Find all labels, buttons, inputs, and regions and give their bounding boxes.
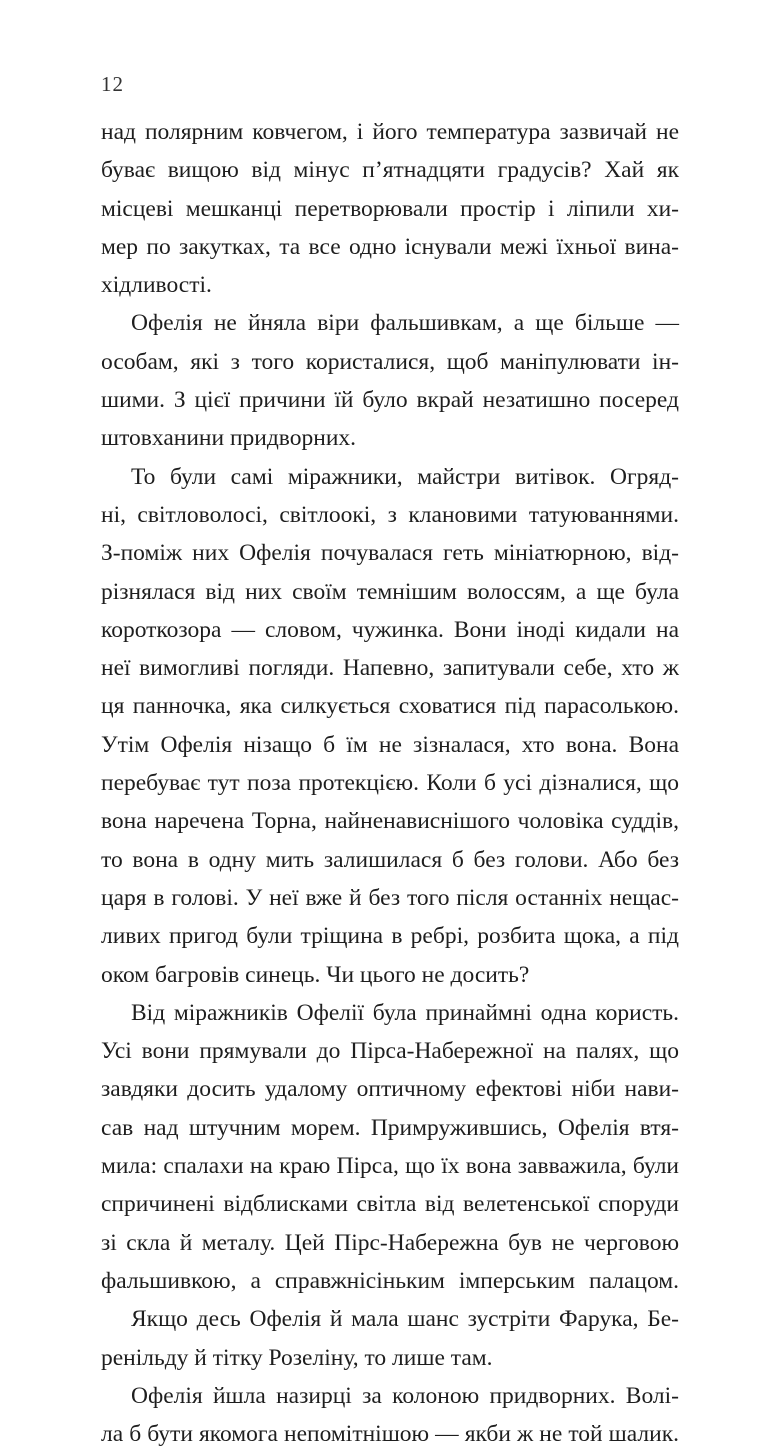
text-line: короткозора — словом, чужинка. Вони іноді кидали на: [101, 616, 679, 643]
text-line: царя в голові. У неї вже й без того після останніх нещас-: [101, 884, 679, 911]
paragraph-first-line: Якщо десь Офелія й мала шанс зустріти Фарука, Бе-: [131, 1306, 679, 1333]
text-line: сав над штучним морем. Примружившись, Офелія втя-: [101, 1114, 679, 1141]
text-line: мила: спалахи на краю Пірса, що їх вона завважила, були: [101, 1153, 679, 1180]
paragraph-first-line: То були самі міражники, майстри витівок. Огряд-: [131, 463, 679, 490]
text-line: хідливості.: [101, 272, 212, 299]
text-line: вона наречена Торна, найненависнішого чоловіка суддів,: [101, 808, 679, 835]
text-line: З-поміж них Офелія почувалася геть мініатюрною, від-: [101, 540, 679, 567]
text-line: над полярним ковчегом, і його температура зазвичай не: [101, 119, 679, 145]
text-line: штовханини придворних.: [101, 425, 357, 452]
paragraph-first-line: Офелія не йняла віри фальшивкам, а ще більше —: [131, 310, 679, 337]
text-line: завдяки досить удалому оптичному ефектові ніби нави-: [101, 1076, 679, 1103]
text-line: ренільду й тітку Розеліну, то лише там.: [101, 1344, 493, 1371]
text-line: зі скла й металу. Цей Пірс-Набережна був не черговою: [101, 1229, 679, 1256]
text-line: Усі вони прямували до Пірса-Набережної на палях, що: [101, 1038, 679, 1065]
text-line: буває вищою від мінус п’ятнадцяти градусів? Хай як: [101, 157, 679, 184]
text-line: ла б бути якомога непомітнішою — якби ж не той шалик.: [101, 1421, 679, 1448]
text-line: мер по закутках, та все одно існували межі їхньої вина-: [101, 233, 679, 260]
paragraph-first-line: Від міражників Офелії була принаймні одна користь.: [131, 999, 679, 1026]
body-text: [101, 113, 679, 1453]
text-line: оком багровів синець. Чи цього не досить?: [101, 961, 530, 988]
paragraph-first-line: Офелія йшла назирці за колоною придворних. Волі-: [131, 1382, 679, 1409]
text-line: ливих пригод були тріщина в ребрі, розбита щока, а під: [101, 923, 679, 950]
text-line: ні, світловолосі, світлоокі, з клановими татуюваннями.: [101, 501, 679, 528]
text-line: різнялася від них своїм темнішим волоссям, а ще була: [101, 578, 679, 605]
text-line: ця панночка, яка силкується сховатися під парасолькою.: [101, 693, 679, 720]
text-line: шими. З цієї причини їй було вкрай незатишно посеред: [101, 387, 679, 414]
page-number: 12: [101, 72, 124, 96]
text-line: Утім Офелія нізащо б їм не зізналася, хто вона. Вона: [101, 731, 679, 758]
text-line: місцеві мешканці перетворювали простір і ліпили хи-: [101, 195, 679, 222]
text-line: то вона в одну мить залишилася б без голови. Або без: [101, 846, 679, 873]
text-line: особам, які з того користалися, щоб маніпулювати ін-: [101, 348, 679, 375]
text-line: неї вимогливі погляди. Напевно, запитували себе, хто ж: [101, 655, 679, 682]
text-line: фальшивкою, а справжнісіньким імперським палацом.: [101, 1267, 679, 1294]
text-line: спричинені відблисками світла від велетенської споруди: [101, 1191, 679, 1218]
text-line: перебуває тут поза протекцією. Коли б усі дізналися, що: [101, 770, 679, 797]
